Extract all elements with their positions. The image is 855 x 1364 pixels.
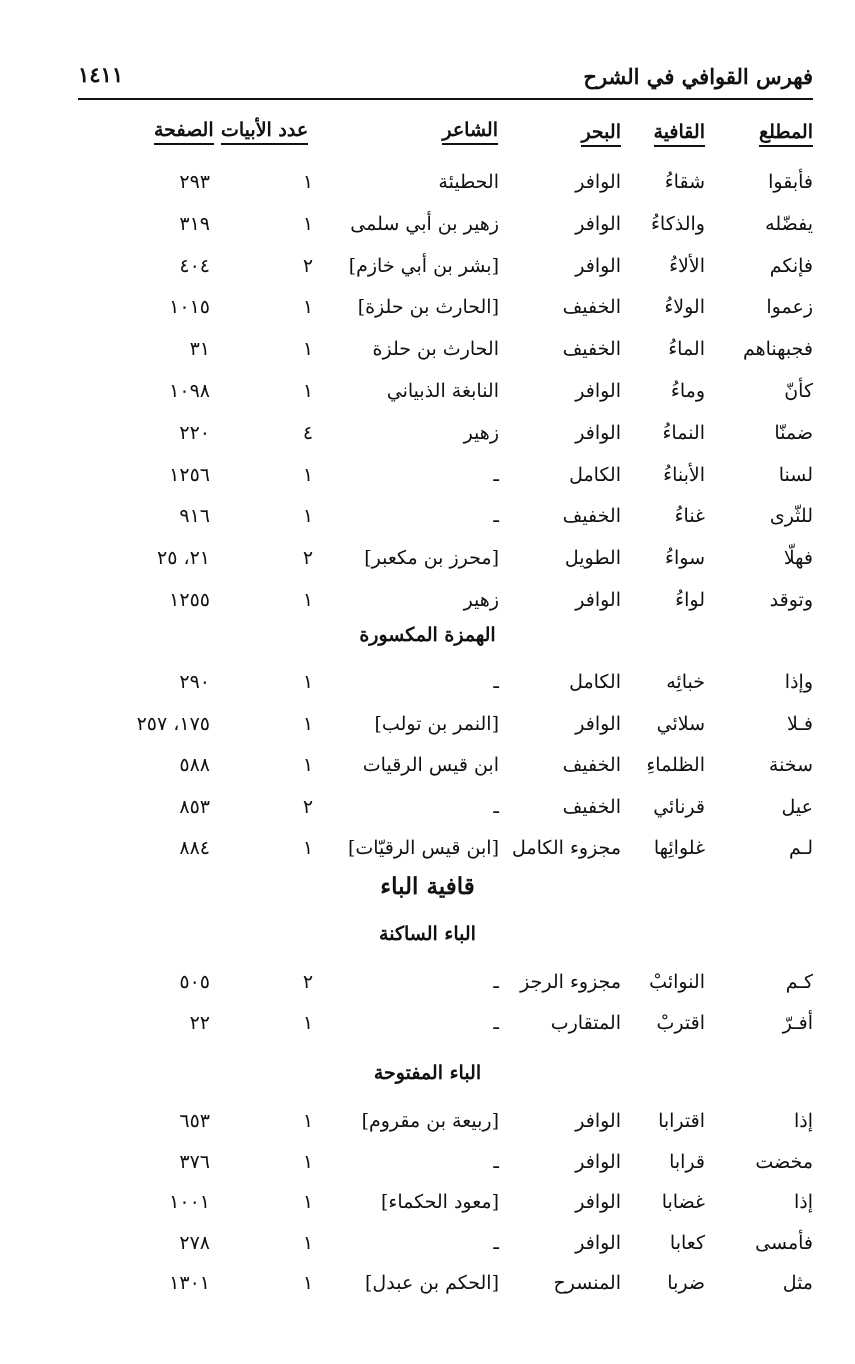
header-qafia: القافية [654, 118, 705, 146]
cell-qafia: الولاءُ [664, 296, 705, 318]
cell-matla: يفضّله [765, 213, 813, 235]
cell-page: ٤٠٤ [179, 255, 210, 277]
cell-shaer: ـ [493, 1012, 499, 1034]
cell-count: ١ [302, 1232, 314, 1254]
cell-qafia: غلوائِها [653, 837, 705, 859]
cell-bahr: مجزوء الكامل [512, 837, 621, 859]
cell-bahr: الوافر [575, 213, 621, 235]
cell-qafia: خبائِه [666, 671, 705, 693]
cell-page: ٢١، ٢٥ [156, 547, 210, 569]
cell-qafia: الأبناءُ [663, 464, 705, 486]
section-hamza-maksura: الهمزة المكسورة [359, 624, 496, 646]
cell-count: ١ [302, 754, 314, 776]
cell-page: ٣١ [189, 338, 210, 360]
cell-qafia: الظلماءِ [646, 754, 705, 776]
cell-count: ١ [302, 1151, 314, 1173]
cell-matla: لـم [788, 837, 813, 859]
cell-count: ١ [302, 1272, 314, 1294]
cell-page: ٥٠٥ [179, 971, 210, 993]
header-page: الصفحة [154, 116, 214, 144]
running-head [78, 58, 813, 100]
cell-qafia: قرابا [669, 1151, 705, 1173]
cell-shaer: [ابن قيس الرقيّات] [347, 837, 499, 859]
cell-count: ٢ [302, 547, 314, 569]
cell-matla: إذا [793, 1110, 813, 1132]
cell-shaer: ابن قيس الرقيات [362, 754, 499, 776]
cell-shaer: [الحكم بن عبدل] [365, 1272, 499, 1294]
cell-count: ١ [302, 171, 314, 193]
cell-page: ١٣٠١ [169, 1272, 210, 1294]
cell-bahr: الخفيف [562, 796, 621, 818]
cell-page: ١٧٥، ٢٥٧ [136, 713, 210, 735]
cell-matla: فـلا [787, 713, 813, 735]
cell-bahr: الوافر [575, 422, 621, 444]
cell-shaer: ـ [493, 971, 499, 993]
cell-page: ١٠٩٨ [169, 380, 210, 402]
cell-qafia: الألاءُ [669, 255, 705, 277]
cell-page: ٨٥٣ [179, 796, 210, 818]
cell-count: ١ [302, 589, 314, 611]
cell-bahr: الوافر [575, 1232, 621, 1254]
cell-shaer: زهير [463, 589, 499, 611]
cell-bahr: الوافر [575, 1151, 621, 1173]
cell-matla: فإنكم [769, 255, 813, 277]
cell-page: ٦٥٣ [179, 1110, 210, 1132]
cell-qafia: ضربا [667, 1272, 705, 1294]
cell-qafia: النماءُ [662, 422, 705, 444]
cell-qafia: وماءُ [670, 380, 705, 402]
cell-shaer: ـ [493, 1232, 499, 1254]
cell-page: ١٠٠١ [169, 1191, 210, 1213]
header-shaer: الشاعر [442, 116, 498, 144]
cell-shaer: ـ [493, 505, 499, 527]
cell-bahr: الوافر [575, 255, 621, 277]
cell-page: ٢٢٠ [179, 422, 210, 444]
cell-count: ٤ [302, 422, 314, 444]
cell-bahr: الوافر [575, 380, 621, 402]
cell-matla: زعموا [766, 296, 813, 318]
cell-matla: كأنّ [784, 380, 813, 402]
cell-matla: عيل [781, 796, 813, 818]
cell-qafia: قرنائي [653, 796, 705, 818]
cell-qafia: اقتربْ [656, 1012, 705, 1034]
cell-bahr: الوافر [575, 713, 621, 735]
cell-shaer: [بشر بن أبي خازم] [348, 255, 499, 277]
cell-page: ٥٨٨ [179, 754, 210, 776]
cell-shaer: الحطيئة [438, 171, 499, 193]
cell-bahr: الكامل [569, 671, 621, 693]
cell-matla: وإذا [784, 671, 813, 693]
cell-page: ٩١٦ [179, 505, 210, 527]
cell-bahr: مجزوء الرجز [520, 971, 621, 993]
page-number: ١٤١١ [78, 62, 124, 87]
cell-bahr: الوافر [575, 1110, 621, 1132]
cell-page: ٨٨٤ [179, 837, 210, 859]
cell-page: ٢٩٣ [179, 171, 210, 193]
cell-qafia: اقترابا [658, 1110, 705, 1132]
cell-bahr: الوافر [575, 589, 621, 611]
cell-bahr: الخفيف [562, 338, 621, 360]
cell-matla: فجبهناهم [742, 338, 813, 360]
cell-shaer: زهير بن أبي سلمى [350, 213, 499, 235]
cell-count: ١ [302, 380, 314, 402]
cell-page: ١٠١٥ [169, 296, 210, 318]
cell-matla: فأمسى [755, 1232, 813, 1254]
cell-matla: كـم [785, 971, 813, 993]
cell-page: ١٢٥٦ [169, 464, 210, 486]
cell-matla: فأبقوا [768, 171, 813, 193]
cell-page: ٢٩٠ [179, 671, 210, 693]
cell-count: ١ [302, 338, 314, 360]
cell-count: ١ [302, 713, 314, 735]
cell-count: ١ [302, 1191, 314, 1213]
cell-shaer: [معود الحكماء] [380, 1191, 499, 1213]
cell-matla: ضمنّا [774, 422, 813, 444]
cell-qafia: النوائبْ [649, 971, 705, 993]
cell-shaer: [ربيعة بن مقروم] [361, 1110, 499, 1132]
cell-count: ٢ [302, 796, 314, 818]
cell-bahr: الوافر [575, 171, 621, 193]
cell-bahr: الوافر [575, 1191, 621, 1213]
section-qafiat-albaa: قافية الباء [380, 873, 475, 900]
cell-count: ١ [302, 1110, 314, 1132]
running-head-title: فهرس القوافي في الشرح [583, 64, 813, 89]
cell-qafia: غناءُ [674, 505, 705, 527]
cell-shaer: ـ [493, 464, 499, 486]
cell-page: ٣١٩ [179, 213, 210, 235]
cell-qafia: سلائي [656, 713, 705, 735]
cell-matla: إذا [793, 1191, 813, 1213]
cell-qafia: لواءُ [675, 589, 705, 611]
header-matla: المطلع [759, 118, 813, 146]
cell-shaer: [الحارث بن حلزة] [357, 296, 499, 318]
cell-count: ١ [302, 213, 314, 235]
cell-bahr: الطويل [564, 547, 621, 569]
cell-matla: مثل [782, 1272, 813, 1294]
cell-page: ٣٧٦ [179, 1151, 210, 1173]
cell-shaer: [محرز بن مكعبر] [364, 547, 499, 569]
cell-shaer: الحارث بن حلزة [372, 338, 499, 360]
cell-matla: أفـرّ [782, 1012, 813, 1034]
section-baa-maftuha: الباء المفتوحة [373, 1062, 482, 1084]
cell-count: ١ [302, 1012, 314, 1034]
cell-matla: سخنة [768, 754, 813, 776]
cell-page: ٢٧٨ [179, 1232, 210, 1254]
cell-page: ٢٢ [189, 1012, 210, 1034]
cell-qafia: الماءُ [668, 338, 705, 360]
cell-count: ١ [302, 671, 314, 693]
cell-matla: للثّرى [769, 505, 813, 527]
cell-qafia: شقاءُ [664, 171, 705, 193]
cell-bahr: الخفيف [562, 296, 621, 318]
cell-count: ٢ [302, 255, 314, 277]
section-baa-sakina: الباء الساكنة [379, 923, 476, 945]
cell-bahr: الخفيف [562, 754, 621, 776]
cell-count: ١ [302, 464, 314, 486]
header-count: عدد الأبيات [221, 116, 308, 144]
cell-shaer: النابغة الذبياني [386, 380, 499, 402]
cell-bahr: الخفيف [562, 505, 621, 527]
cell-shaer: [النمر بن تولب] [374, 713, 499, 735]
cell-count: ١ [302, 505, 314, 527]
cell-matla: مخضت [755, 1151, 813, 1173]
cell-bahr: المنسرح [553, 1272, 621, 1294]
cell-shaer: ـ [493, 796, 499, 818]
cell-qafia: غضابا [661, 1191, 705, 1213]
cell-matla: وتوقد [769, 589, 813, 611]
header-bahr: البحر [581, 118, 621, 146]
cell-count: ١ [302, 837, 314, 859]
cell-bahr: المتقارب [550, 1012, 621, 1034]
cell-matla: فهلّا [783, 547, 813, 569]
cell-count: ٢ [302, 971, 314, 993]
cell-qafia: كعابا [669, 1232, 705, 1254]
cell-shaer: زهير [463, 422, 499, 444]
cell-qafia: سواءُ [665, 547, 705, 569]
cell-bahr: الكامل [569, 464, 621, 486]
cell-count: ١ [302, 296, 314, 318]
cell-page: ١٢٥٥ [169, 589, 210, 611]
cell-shaer: ـ [493, 1151, 499, 1173]
cell-qafia: والذكاءُ [651, 213, 705, 235]
cell-shaer: ـ [493, 671, 499, 693]
cell-matla: لسنا [778, 464, 813, 486]
